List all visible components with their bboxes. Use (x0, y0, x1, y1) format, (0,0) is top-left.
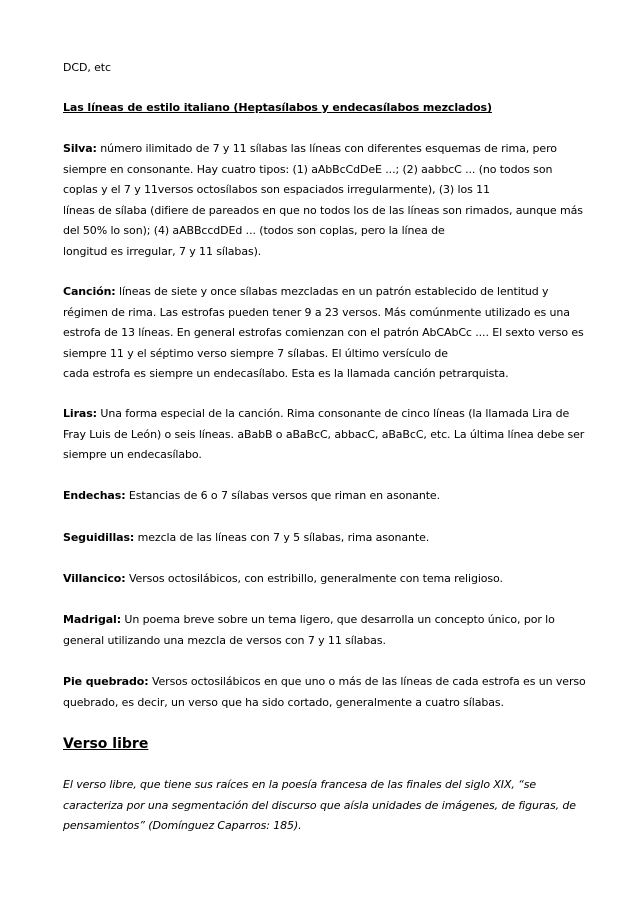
villancico-line-text: Versos octosilábicos, con estribillo, generalmente con tema religioso. (125, 572, 503, 585)
cancion-paragraph (63, 282, 583, 385)
seguidillas-paragraph (63, 528, 583, 549)
villancico-paragraph (63, 569, 583, 590)
verso-libre-line: caracteriza por una segmentación del discurso que aísla unidades de imágenes, de figuras, de (63, 798, 576, 812)
intro-text (63, 58, 583, 79)
endechas-line (63, 486, 583, 507)
madrigal-line (63, 610, 583, 631)
liras-term: Liras: (63, 407, 97, 420)
seguidillas-line (63, 528, 583, 549)
madrigal-line-text: Un poema breve sobre un tema ligero, que desarrolla un concepto único, por lo (121, 613, 555, 626)
endechas-paragraph (63, 486, 583, 507)
pie-quebrado-term: Pie quebrado: (63, 675, 149, 688)
liras-line: siempre un endecasílabo. (63, 448, 202, 461)
pie-quebrado-line: quebrado, es decir, un verso que ha sido cortado, generalmente a cuatro sílabas. (63, 695, 504, 709)
pie-quebrado-paragraph (63, 672, 586, 713)
villancico-term: Villancico: (63, 572, 126, 585)
verso-libre-heading: Verso libre (63, 736, 149, 752)
intro-line: DCD, etc (63, 61, 111, 74)
cancion-line (63, 282, 583, 303)
villancico-line (63, 569, 583, 590)
cancion-line: cada estrofa es siempre un endecasílabo. Esta es la llamada canción petrarquista. (63, 367, 509, 380)
silva-line: líneas de sílaba (difiere de pareados en que no todos los de las líneas son rimados, aunque más (63, 203, 583, 217)
italian-lines-heading (63, 98, 583, 119)
pie-quebrado-line (63, 672, 586, 693)
madrigal-term: Madrigal: (63, 613, 122, 626)
liras-line (63, 404, 583, 425)
cancion-line: estrofa de 13 líneas. En general estrofas comienzan con el patrón AbCAbCc .... El sexto verso es (63, 326, 584, 339)
verso-libre-line: El verso libre, que tiene sus raíces en la poesía francesa de las finales del siglo XIX, “se (63, 778, 537, 791)
seguidillas-term: Seguidillas: (63, 531, 135, 544)
silva-line: coplas y el 7 y 11versos octosílabos son espaciados irregularmente), (3) los 11 (63, 183, 490, 196)
liras-line: Fray Luis de León) o seis líneas. aBabB o aBaBcC, abbacC, aBaBcC, etc. La última línea debe ser (63, 427, 585, 441)
endechas-line-text: Estancias de 6 o 7 sílabas versos que riman en asonante. (125, 489, 440, 502)
cancion-line: régimen de rima. Las estrofas pueden tener 9 a 23 versos. Más comúnmente utilizado es una (63, 305, 570, 319)
madrigal-paragraph (63, 610, 583, 651)
silva-line-text: número ilimitado de 7 y 11 sílabas las líneas con diferentes esquemas de rima, pero (96, 142, 557, 155)
cancion-line: siempre 11 y el séptimo verso siempre 7 sílabas. El último versículo de (63, 346, 448, 360)
endechas-term: Endechas: (63, 489, 126, 502)
silva-line: siempre en consonante. Hay cuatro tipos: (1) aAbBcCdDeE ...; (2) aabbcC ... (no todos son (63, 162, 553, 176)
italian-lines-heading-text: Las líneas de estilo italiano (Heptasílabos y endecasílabos mezclados) (63, 101, 492, 114)
silva-line: longitud es irregular, 7 y 11 sílabas). (63, 244, 262, 258)
cancion-line-text: líneas de siete y once sílabas mezcladas en un patrón establecido de lentitud y (115, 285, 549, 298)
pie-quebrado-line-text: Versos octosilábicos en que uno o más de las líneas de cada estrofa es un verso (148, 675, 586, 688)
silva-term: Silva: (63, 142, 97, 155)
silva-line: del 50% lo son); (4) aABBccdDEd ... (todos son coplas, pero la línea de (63, 224, 445, 237)
cancion-term: Canción: (63, 285, 116, 298)
liras-line-text: Una forma especial de la canción. Rima consonante de cinco líneas (la llamada Lira de (96, 407, 570, 420)
silva-line (63, 139, 583, 160)
verso-libre-paragraph (63, 775, 583, 837)
madrigal-line: general utilizando una mezcla de versos con 7 y 11 sílabas. (63, 633, 386, 647)
seguidillas-line-text: mezcla de las líneas con 7 y 5 sílabas, rima asonante. (134, 531, 430, 544)
silva-paragraph (63, 139, 583, 262)
liras-paragraph (63, 404, 583, 466)
verso-libre-line: pensamientos” (Domínguez Caparros: 185). (63, 819, 302, 832)
